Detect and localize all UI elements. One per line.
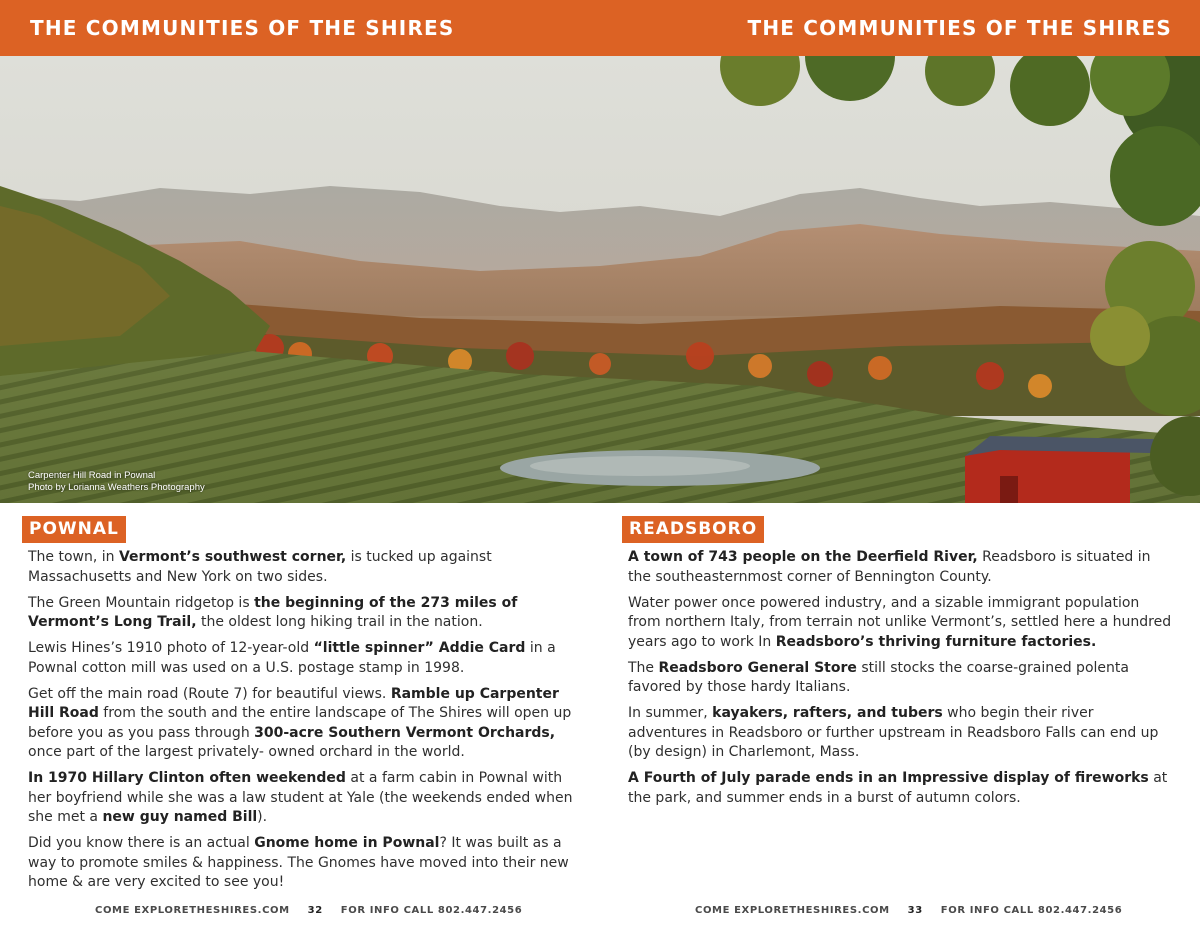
footer-phone: FOR INFO CALL 802.447.2456	[940, 905, 1123, 916]
body-text: in a Pownal cotton mill was used on a U.S. postage stamp in 1998.	[28, 640, 556, 676]
body-text: Lewis Hines’s 1910 photo of 12-year-old	[28, 640, 314, 656]
pownal-paragraph	[28, 594, 573, 633]
body-text: at a farm cabin in Pownal with her boyfriend while she was a law student at Yale (the weekends ended when she met a	[28, 770, 573, 825]
readsboro-paragraph	[628, 594, 1173, 653]
body-text: In summer,	[628, 705, 713, 721]
pownal-section	[28, 516, 573, 899]
pownal-paragraph	[28, 639, 573, 678]
bold-text: new guy named Bill	[102, 809, 258, 825]
bold-text: A town of 743 people on the Deerfield River,	[628, 549, 978, 565]
footer-left	[95, 905, 522, 916]
header-title-right: THE COMMUNITIES OF THE SHIRES	[747, 16, 1172, 40]
page-number: 32	[307, 905, 323, 916]
landscape-photo	[0, 56, 1200, 503]
photo-caption	[28, 470, 205, 494]
body-text: ? It was built as a way to promote smiles & happiness. The Gnomes have moved into their new home & are very excited to see you!	[28, 835, 569, 890]
pownal-body	[28, 548, 573, 893]
footer-right	[695, 905, 1122, 916]
bold-text: 300-acre Southern Vermont Orchards,	[254, 724, 556, 741]
body-text: Did you know there is an actual	[28, 835, 255, 851]
pownal-paragraph	[28, 548, 573, 587]
readsboro-heading: READSBORO	[622, 516, 764, 543]
body-text: The town, in	[28, 549, 119, 565]
readsboro-section	[628, 516, 1173, 815]
bold-text: In 1970 Hillary Clinton often weekended	[28, 770, 346, 786]
bold-text: Vermont’s southwest corner,	[118, 549, 347, 565]
body-text: the oldest long hiking trail in the nation.	[196, 614, 483, 630]
bold-text: Readsboro’s thriving furniture factories.	[775, 633, 1097, 650]
bold-text: the beginning of the 273 miles of Vermont’s Long Trail,	[28, 594, 518, 630]
body-text: is tucked up against Massachusetts and New York on two sides.	[28, 549, 492, 585]
footer-phone: FOR INFO CALL 802.447.2456	[340, 905, 523, 916]
body-text: Readsboro is situated in the southeasternmost corner of Bennington County.	[628, 549, 1151, 585]
readsboro-paragraph	[628, 548, 1173, 587]
page-header	[0, 0, 1200, 56]
footer-website: COME EXPLORETHESHIRES.COM	[95, 905, 290, 916]
body-text: The	[628, 659, 659, 676]
body-text: The Green Mountain ridgetop is	[28, 594, 255, 611]
footer-website: COME EXPLORETHESHIRES.COM	[695, 905, 890, 916]
bold-text: Readsboro General Store	[658, 659, 857, 676]
page-number: 33	[907, 905, 923, 916]
bold-text: kayakers, rafters, and tubers	[712, 705, 943, 721]
body-text: Water power once powered industry, and a sizable immigrant population from northern Italy, from terrain not unlike Vermont’s, settled here a hundred years ago to work In	[628, 594, 1172, 650]
body-text: ).	[257, 809, 268, 825]
bold-text: A Fourth of July parade ends in an Impressive display of fireworks	[628, 770, 1149, 786]
landscape-illustration	[0, 56, 1200, 503]
pownal-paragraph	[28, 834, 573, 893]
readsboro-body	[628, 548, 1173, 808]
readsboro-paragraph	[628, 704, 1173, 763]
readsboro-paragraph	[628, 659, 1173, 698]
body-text: still stocks the coarse-grained polenta favored by those hardy Italians.	[628, 659, 1129, 695]
pownal-paragraph	[28, 769, 573, 828]
photo-caption-title: Carpenter Hill Road in Pownal	[28, 470, 156, 481]
header-title-left: THE COMMUNITIES OF THE SHIRES	[30, 16, 455, 40]
body-text: from the south and the entire landscape of The Shires will open up before you as you pass through	[28, 705, 572, 741]
body-text: who begin their river adventures in Readsboro or further upstream in Readsboro Falls can end up (by design) in Charlemont, Mass.	[628, 705, 1159, 760]
bold-text: Ramble up Carpenter Hill Road	[28, 685, 559, 721]
body-text: Get off the main road (Route 7) for beautiful views.	[28, 685, 391, 702]
readsboro-paragraph	[628, 769, 1173, 808]
body-text: at the park, and summer ends in a burst of autumn colors.	[628, 770, 1168, 806]
bold-text: Gnome home in Pownal	[254, 835, 440, 851]
body-text: once part of the largest privately- owned orchard in the world.	[28, 744, 465, 760]
pownal-paragraph	[28, 685, 573, 763]
photo-caption-credit: Photo by Lorianna Weathers Photography	[28, 482, 205, 493]
bold-text: “little spinner” Addie Card	[313, 640, 526, 656]
pownal-heading: POWNAL	[22, 516, 126, 543]
